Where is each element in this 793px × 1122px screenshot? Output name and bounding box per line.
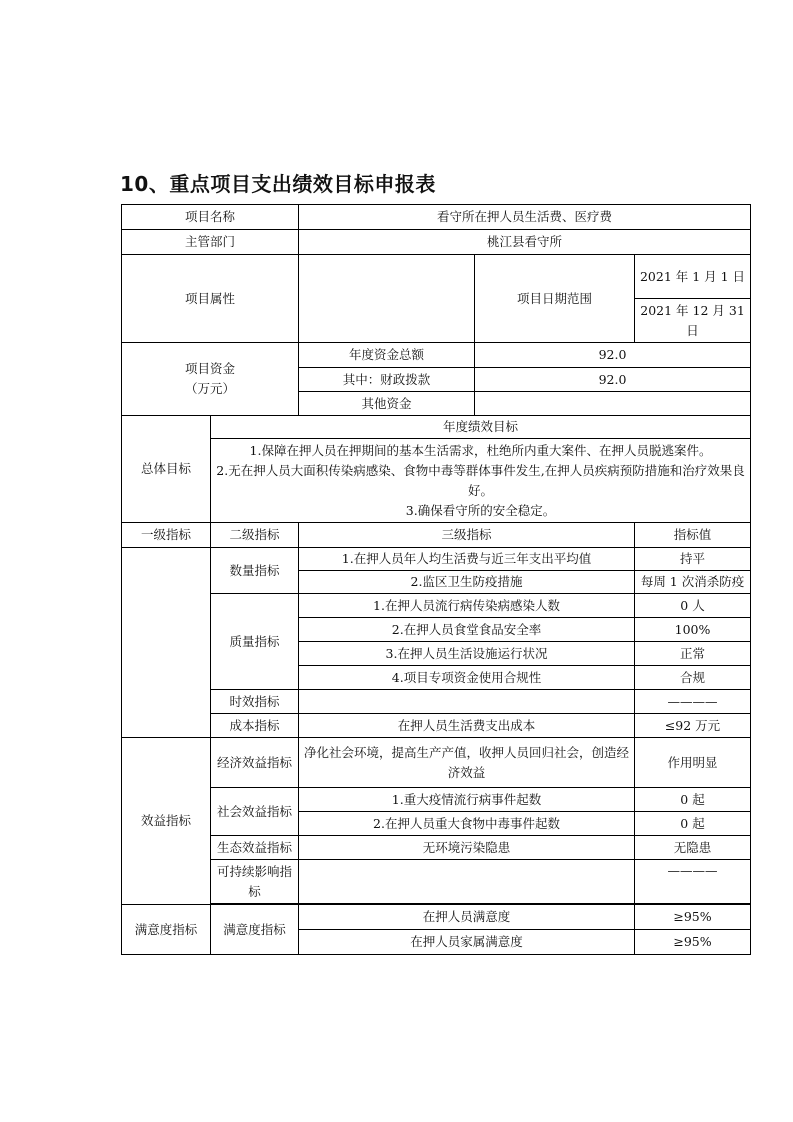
economic-item: 净化社会环境，提高生产产值，收押人员回归社会，创造经济效益	[299, 738, 635, 788]
quantity-label: 数量指标	[211, 548, 299, 594]
fiscal-label: 其中：财政拨款	[299, 368, 475, 392]
dept-label: 主管部门	[122, 230, 299, 255]
funds-unit: （万元）	[185, 381, 236, 396]
social-label: 社会效益指标	[211, 788, 299, 836]
social-item-2-value: 0 起	[635, 812, 751, 836]
ecological-label: 生态效益指标	[211, 836, 299, 860]
performance-target-table	[121, 204, 751, 955]
social-item-2: 2.在押人员重大食物中毒事件起数	[299, 812, 635, 836]
overall-goal-label: 总体目标	[122, 416, 211, 523]
social-item-1-value: 0 起	[635, 788, 751, 812]
quantity-item-1: 1.在押人员年人均生活费与近三年支出平均值	[299, 548, 635, 571]
quality-item-3: 3.在押人员生活设施运行状况	[299, 642, 635, 666]
satisfaction-item-2: 在押人员家属满意度	[299, 930, 635, 955]
benefit-label: 效益指标	[122, 738, 211, 905]
project-name-value: 看守所在押人员生活费、医疗费	[299, 205, 751, 230]
header-level3: 三级指标	[299, 523, 635, 548]
quantity-item-2: 2.监区卫生防疫措施	[299, 571, 635, 594]
quality-item-4-value: 合规	[635, 666, 751, 690]
sustainability-item	[299, 860, 635, 904]
header-value: 指标值	[635, 523, 751, 548]
satisfaction-label: 满意度指标	[122, 905, 211, 955]
goal-line-1: 1.保障在押人员在押期间的基本生活需求，杜绝所内重大案件、在押人员脱逃案件。	[249, 442, 712, 458]
social-item-1: 1.重大疫情流行病事件起数	[299, 788, 635, 812]
quality-item-2-value: 100%	[635, 618, 751, 642]
other-funds-label: 其他资金	[299, 392, 475, 416]
economic-label: 经济效益指标	[211, 738, 299, 788]
satisfaction-item-1: 在押人员满意度	[299, 905, 635, 930]
satisfaction-item-1-value: ≥95%	[635, 905, 751, 930]
economic-value: 作用明显	[635, 738, 751, 788]
project-name-label: 项目名称	[122, 205, 299, 230]
quality-item-2: 2.在押人员食堂食品安全率	[299, 618, 635, 642]
ecological-item: 无环境污染隐患	[299, 836, 635, 860]
quality-item-1: 1.在押人员流行病传染病感染人数	[299, 594, 635, 618]
fiscal-value: 92.0	[475, 368, 751, 392]
goal-line-2: 2.无在押人员大面积传染病感染、食物中毒等群体事件发生,在押人员疾病预防措施和治疗效果良好。	[216, 462, 745, 498]
quality-label: 质量指标	[211, 594, 299, 690]
sustainability-label: 可持续影响指标	[211, 860, 299, 904]
attr-value	[299, 255, 475, 343]
timeliness-item	[299, 690, 635, 714]
timeliness-value: ————	[635, 690, 751, 714]
attr-label: 项目属性	[122, 255, 299, 343]
goal-line-3: 3.确保看守所的安全稳定。	[405, 502, 556, 518]
satisfaction-item-2-value: ≥95%	[635, 930, 751, 955]
quality-item-4: 4.项目专项资金使用合规性	[299, 666, 635, 690]
satisfaction-sub-label: 满意度指标	[211, 905, 299, 955]
timeliness-label: 时效指标	[211, 690, 299, 714]
ecological-value: 无隐患	[635, 836, 751, 860]
funds-label-text: 项目资金	[185, 361, 236, 376]
quantity-item-1-value: 持平	[635, 548, 751, 571]
funds-label	[122, 343, 299, 416]
annual-total-label: 年度资金总额	[299, 343, 475, 368]
cost-item: 在押人员生活费支出成本	[299, 714, 635, 738]
date-start: 2021 年 1 月 1 日	[635, 255, 751, 299]
quantity-item-2-value: 每周 1 次消杀防疫	[635, 571, 751, 594]
cost-label: 成本指标	[211, 714, 299, 738]
header-level1: 一级指标	[122, 523, 211, 548]
annual-goal-content	[211, 439, 751, 523]
date-range-label: 项目日期范围	[475, 255, 635, 343]
page-title: 10、重点项目支出绩效目标申报表	[120, 172, 436, 196]
cost-value: ≤92 万元	[635, 714, 751, 738]
annual-total-value: 92.0	[475, 343, 751, 368]
header-level2: 二级指标	[211, 523, 299, 548]
output-indicator-cell	[122, 548, 211, 738]
quality-item-3-value: 正常	[635, 642, 751, 666]
annual-goal-header: 年度绩效目标	[211, 416, 751, 439]
date-end: 2021 年 12 月 31 日	[635, 299, 751, 343]
sustainability-value: ————	[635, 860, 751, 904]
dept-value: 桃江县看守所	[299, 230, 751, 255]
other-funds-value	[475, 392, 751, 416]
quality-item-1-value: 0 人	[635, 594, 751, 618]
